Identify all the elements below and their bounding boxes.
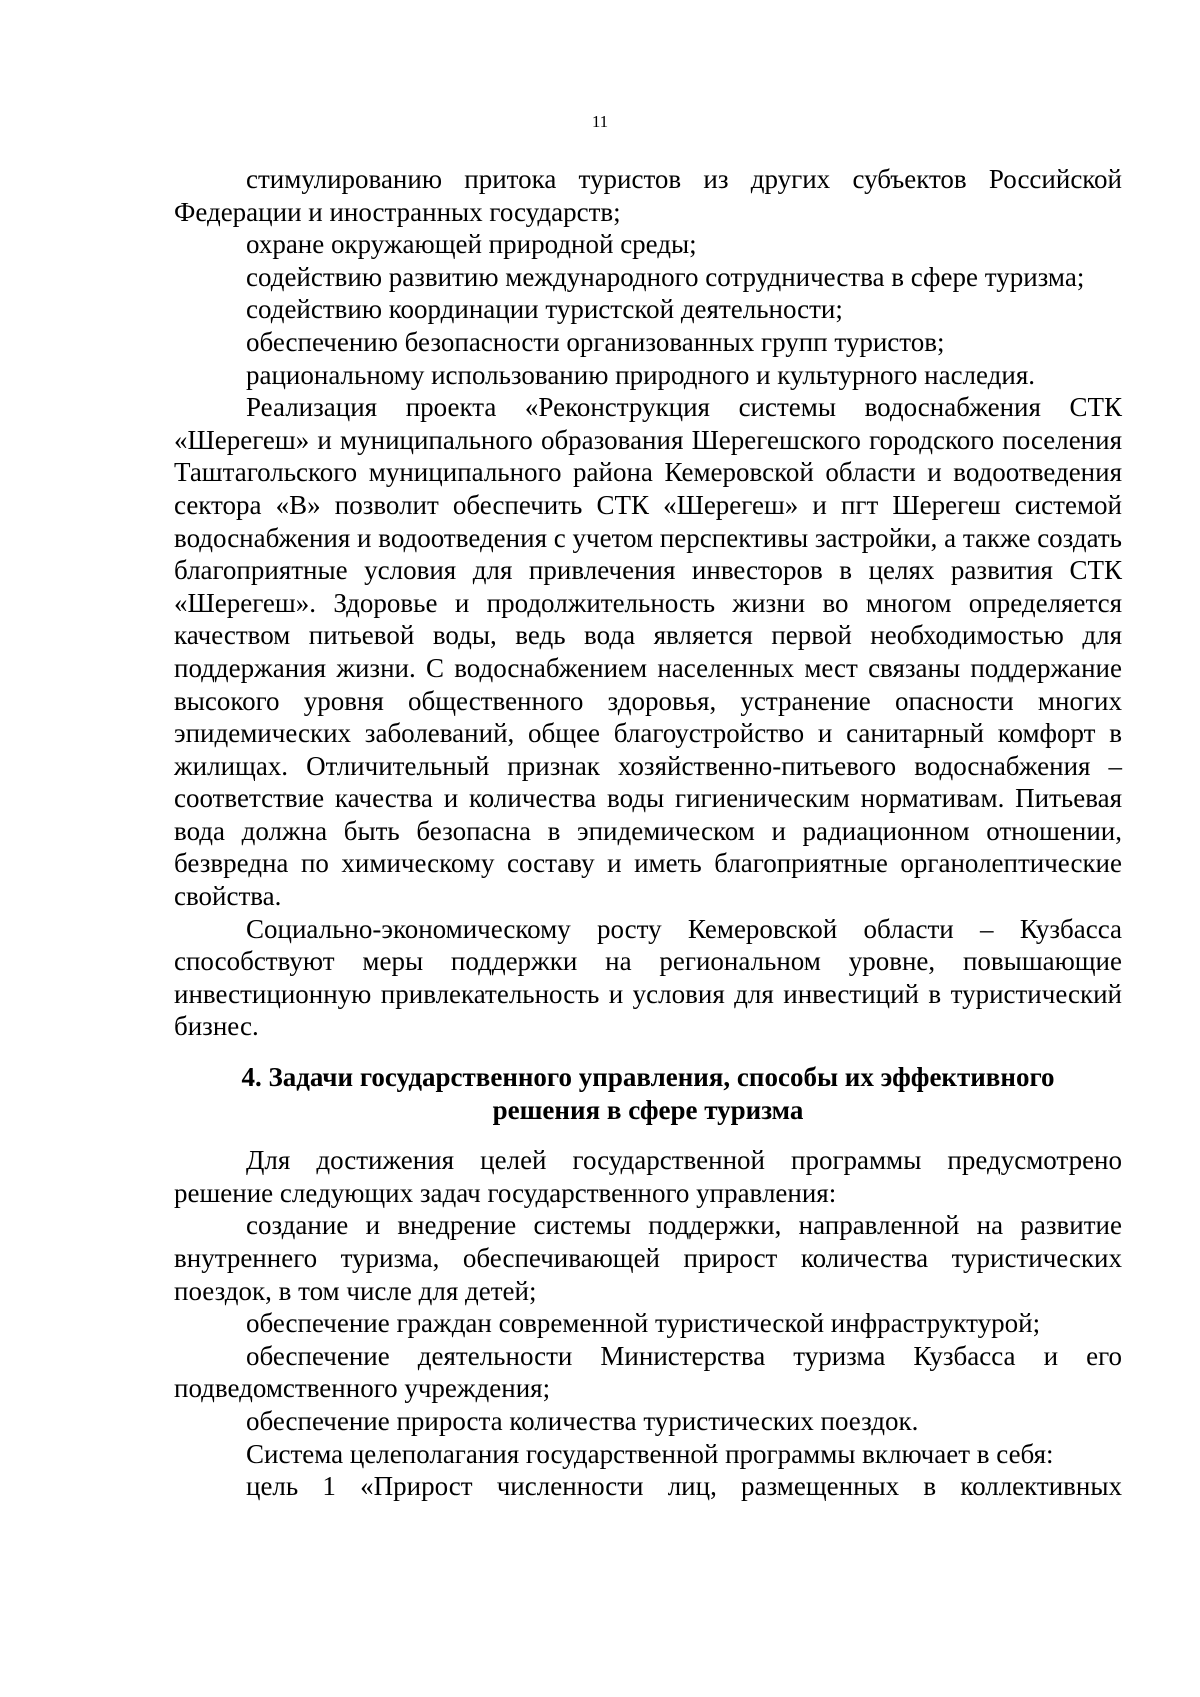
section-heading-line: 4. Задачи государственного управления, способы их эффективного [241, 1062, 1055, 1093]
paragraph: Социально-экономическому росту Кемеровской области – Кузбасса способствуют меры поддержки на региональном уровне, повышающие инвестиционную привлекательность и условия для инвестиций в туристический бизнес. [174, 913, 1122, 1042]
paragraph: обеспечение граждан современной туристической инфраструктурой; [246, 1308, 1041, 1339]
page-number: 11 [591, 112, 609, 131]
paragraph: создание и внедрение системы поддержки, направленной на развитие внутреннего туризма, обеспечивающей прирост количества туристических поездок, в том числе для детей; [174, 1210, 1122, 1306]
paragraph: содействию развитию международного сотрудничества в сфере туризма; [246, 261, 1085, 292]
paragraph: охране окружающей природной среды; [246, 229, 697, 260]
section-heading [174, 1061, 1122, 1126]
paragraph: цель 1 «Прирост численности лиц, размещенных в коллективных [246, 1471, 1122, 1502]
document-body [174, 163, 1122, 1503]
paragraph: обеспечение деятельности Министерства туризма Кузбасса и его подведомственного учреждения; [174, 1340, 1122, 1404]
paragraph: Система целеполагания государственной программы включает в себя: [246, 1438, 1054, 1469]
paragraph: рациональному использованию природного и культурного наследия. [246, 359, 1036, 390]
paragraph: обеспечение прироста количества туристических поездок. [246, 1405, 919, 1436]
paragraph: Реализация проекта «Реконструкция системы водоснабжения СТК «Шерегеш» и муниципального образования Шерегешского городского поселения Таштагольского муниципального района Кемеровской области и водоотведения сектора «В» позволит обеспечить СТК «Шерегеш» и пгт Шерегеш системой водоснабжения и водоотведения с учетом перспективы застройки, а также создать благоприятные условия для привлечения инвесторов в целях развития СТК «Шерегеш». Здоровье и продолжительность жизни во многом определяется качеством питьевой воды, ведь вода является первой необходимостью для поддержания жизни. С водоснабжением населенных мест связаны поддержание высокого уровня общественного здоровья, устранение опасности многих эпидемических заболеваний, общее благоустройство и санитарный комфорт в жилищах. Отличительный признак хозяйственно-питьевого водоснабжения – соответствие качества и количества воды гигиеническим нормативам. Питьевая вода должна быть безопасна в эпидемическом и радиационном отношении, безвредна по химическому составу и иметь благоприятные органолептические свойства. [174, 392, 1122, 912]
paragraph: стимулированию притока туристов из других субъектов Российской Федерации и иностранных государств; [174, 164, 1122, 227]
paragraph: содействию координации туристской деятельности; [246, 294, 843, 325]
section-heading-line: решения в сфере туризма [492, 1094, 804, 1125]
paragraph: обеспечению безопасности организованных групп туристов; [246, 326, 945, 357]
paragraph: Для достижения целей государственной программы предусмотрено решение следующих задач государственного управления: [174, 1145, 1122, 1208]
